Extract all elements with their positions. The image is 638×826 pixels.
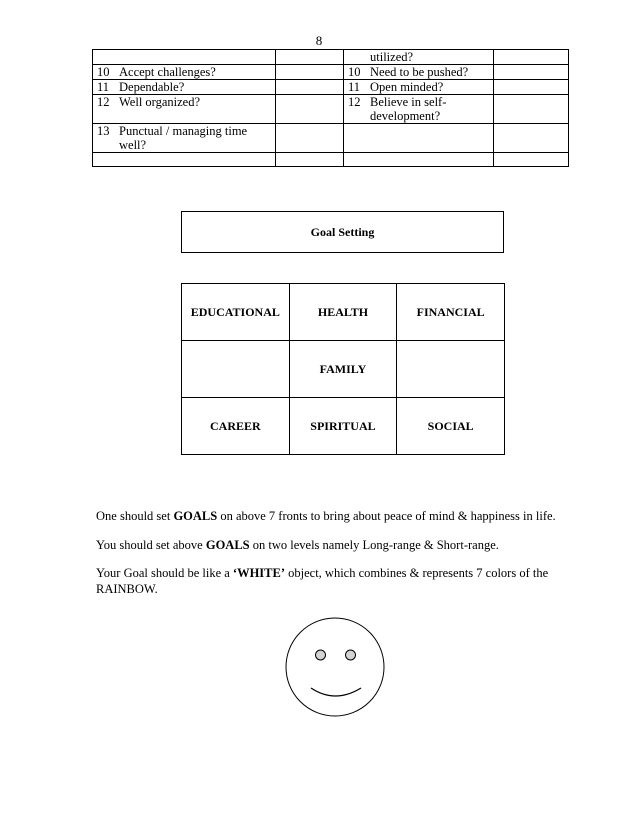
smiley-outline	[286, 618, 384, 716]
table-row	[93, 153, 569, 167]
smiley-right-eye	[346, 650, 356, 660]
grid-cell-family: FAMILY	[289, 341, 397, 398]
goal-setting-box	[181, 211, 504, 253]
item-text: Open minded?	[370, 80, 444, 94]
checklist-cell	[344, 80, 494, 95]
paragraph-text: on above 7 fronts to bring about peace of mind & happiness in life.	[217, 509, 556, 523]
table-row	[93, 65, 569, 80]
grid-cell-health: HEALTH	[289, 284, 397, 341]
item-number: 10	[348, 65, 361, 79]
paragraph-text: One should set	[96, 509, 174, 523]
checklist-answer-cell	[276, 65, 344, 80]
page-number: 8	[315, 33, 323, 48]
checklist-cell	[344, 153, 494, 167]
paragraph-text: on two levels namely Long-range & Short-range.	[249, 538, 499, 552]
item-text: Dependable?	[119, 80, 185, 94]
grid-row	[182, 398, 505, 455]
checklist-answer-cell	[276, 153, 344, 167]
paragraph-bold-text: GOALS	[205, 538, 250, 552]
paragraph-bold-text: ‘WHITE’	[232, 566, 286, 580]
checklist-cell	[344, 95, 494, 124]
checklist-cell	[93, 153, 276, 167]
checklist-cell	[344, 50, 494, 65]
paragraph-bold-text: GOALS	[173, 509, 218, 523]
item-number: 10	[97, 65, 110, 79]
checklist-answer-cell	[276, 50, 344, 65]
goal-areas-grid	[181, 283, 505, 455]
paragraph-text: You should set above	[96, 538, 206, 552]
paragraph-text: Your Goal should be like a	[96, 566, 233, 580]
paragraph-text: object, which combines & represents 7 colors of the RAINBOW.	[96, 566, 549, 596]
item-text: Accept challenges?	[119, 65, 216, 79]
table-row	[93, 95, 569, 124]
grid-cell-financial: FINANCIAL	[397, 284, 505, 341]
grid-cell-empty	[182, 341, 290, 398]
smiley-face-icon	[285, 617, 387, 719]
checklist-cell	[93, 50, 276, 65]
item-text: Well organized?	[119, 95, 201, 109]
grid-cell-social: SOCIAL	[397, 398, 505, 455]
checklist-cell	[344, 124, 494, 153]
paragraph-goal-white	[96, 565, 566, 597]
checklist-cell	[93, 80, 276, 95]
grid-row	[182, 284, 505, 341]
table-row	[93, 50, 569, 65]
checklist-answer-cell	[494, 153, 569, 167]
grid-row	[182, 341, 505, 398]
checklist-cell	[93, 95, 276, 124]
paragraph-goals-fronts	[96, 508, 566, 524]
checklist-answer-cell	[494, 95, 569, 124]
checklist-answer-cell	[494, 50, 569, 65]
smiley-left-eye	[316, 650, 326, 660]
checklist-answer-cell	[276, 80, 344, 95]
grid-cell-career: CAREER	[182, 398, 290, 455]
item-text: Punctual / managing time	[119, 124, 248, 138]
checklist-item-continuation: development?	[370, 109, 441, 123]
item-text: Need to be pushed?	[370, 65, 469, 79]
item-number: 13	[97, 124, 110, 138]
checklist-answer-cell	[276, 124, 344, 153]
grid-cell-educational: EDUCATIONAL	[182, 284, 290, 341]
item-text: Believe in self-	[370, 95, 447, 109]
table-row	[93, 124, 569, 153]
grid-cell-empty	[397, 341, 505, 398]
checklist-answer-cell	[494, 80, 569, 95]
table-row	[93, 80, 569, 95]
grid-cell-spiritual: SPIRITUAL	[289, 398, 397, 455]
checklist-item-continuation: well?	[119, 138, 147, 152]
goal-setting-title: Goal Setting	[310, 224, 375, 239]
item-number: 12	[348, 95, 361, 109]
paragraph-goals-levels	[96, 537, 566, 553]
item-number: 12	[97, 95, 110, 109]
checklist-cell	[93, 124, 276, 153]
checklist-answer-cell	[276, 95, 344, 124]
checklist-table	[92, 49, 569, 167]
checklist-cell	[93, 65, 276, 80]
checklist-answer-cell	[494, 65, 569, 80]
checklist-cell	[344, 65, 494, 80]
checklist-answer-cell	[494, 124, 569, 153]
item-number: 11	[97, 80, 110, 94]
checklist-item-continuation: utilized?	[370, 50, 414, 64]
item-number: 11	[348, 80, 361, 94]
